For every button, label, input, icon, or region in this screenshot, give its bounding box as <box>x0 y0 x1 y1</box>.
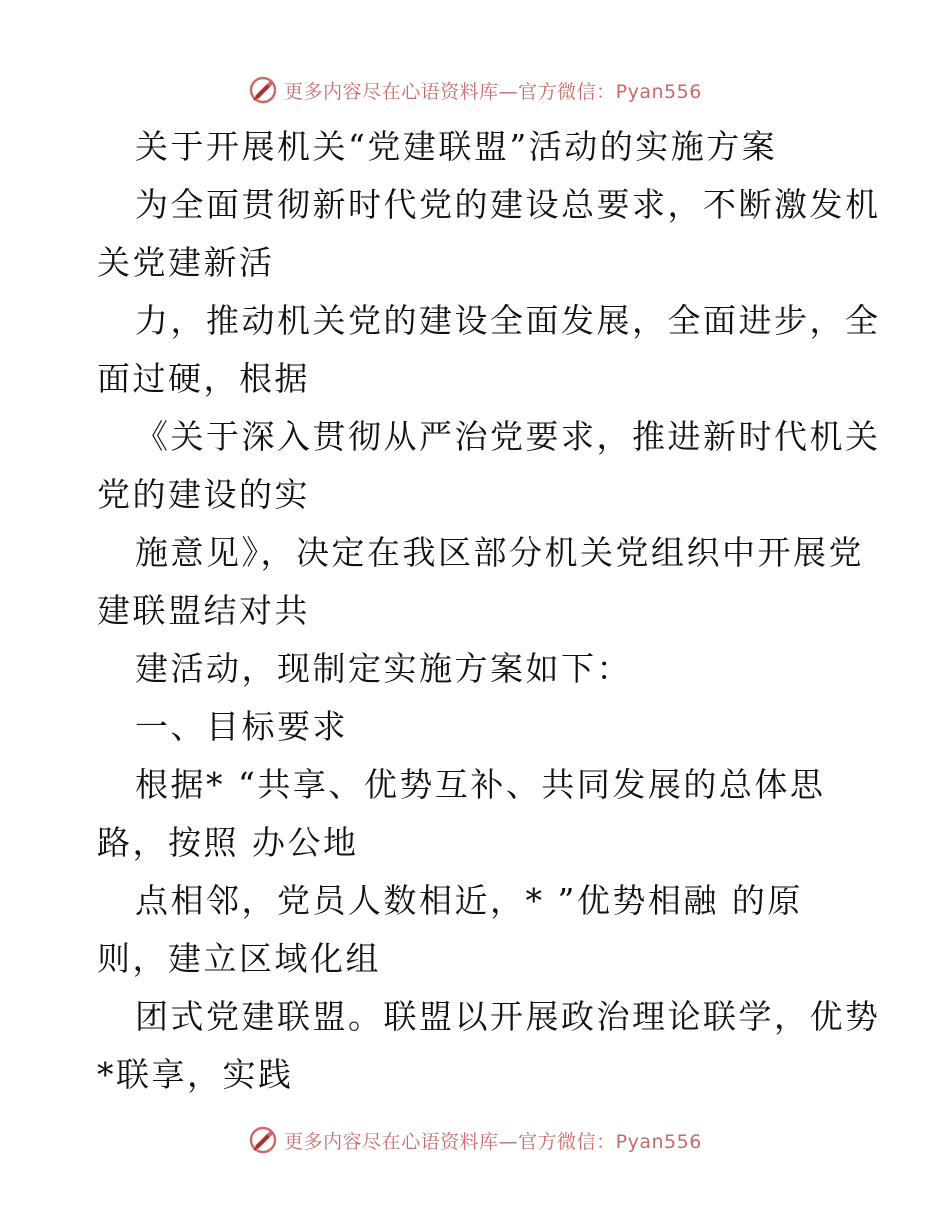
paragraph-line: 路，按照 办公地 <box>97 823 359 862</box>
paragraph-line: 关党建新活 <box>97 243 275 282</box>
pen-logo-icon <box>248 1125 278 1155</box>
paragraph-line: 施意见》，决定在我区部分机关党组织中开展党 <box>135 533 864 572</box>
watermark-header <box>0 70 950 110</box>
paragraph-line: 面过硬，根据 <box>97 359 310 398</box>
watermark-text: 更多内容尽在心语资料库—官方微信：Pyan556 <box>284 80 702 103</box>
paragraph-line: 党的建设的实 <box>97 475 310 514</box>
paragraph-line: 建联盟结对共 <box>97 591 310 630</box>
paragraph-line: *联享，实践 <box>97 1055 294 1094</box>
paragraph-line: 根据* “共享、优势互补、共同发展的总体思 <box>135 765 826 804</box>
watermark-text: 更多内容尽在心语资料库—官方微信：Pyan556 <box>284 1130 702 1153</box>
paragraph-line: 建活动，现制定实施方案如下： <box>135 649 632 688</box>
section-heading: 一、目标要求 <box>135 707 348 746</box>
paragraph-line: 点相邻，党员人数相近，* ”优势相融 的原 <box>135 881 803 920</box>
paragraph-line: 团式党建联盟。联盟以开展政治理论联学，优势 <box>135 997 881 1036</box>
paragraph-line: 《关于深入贯彻从严治党要求，推进新时代机关 <box>135 417 881 456</box>
paragraph-line: 为全面贯彻新时代党的建设总要求，不断激发机 <box>135 185 881 224</box>
paragraph-line: 力，推动机关党的建设全面发展，全面进步，全 <box>135 301 881 340</box>
document-title: 关于开展机关“党建联盟”活动的实施方案 <box>135 127 778 166</box>
watermark-footer <box>0 1120 950 1160</box>
document-body <box>97 118 881 1104</box>
pen-logo-icon <box>248 75 278 105</box>
paragraph-line: 则，建立区域化组 <box>97 939 381 978</box>
